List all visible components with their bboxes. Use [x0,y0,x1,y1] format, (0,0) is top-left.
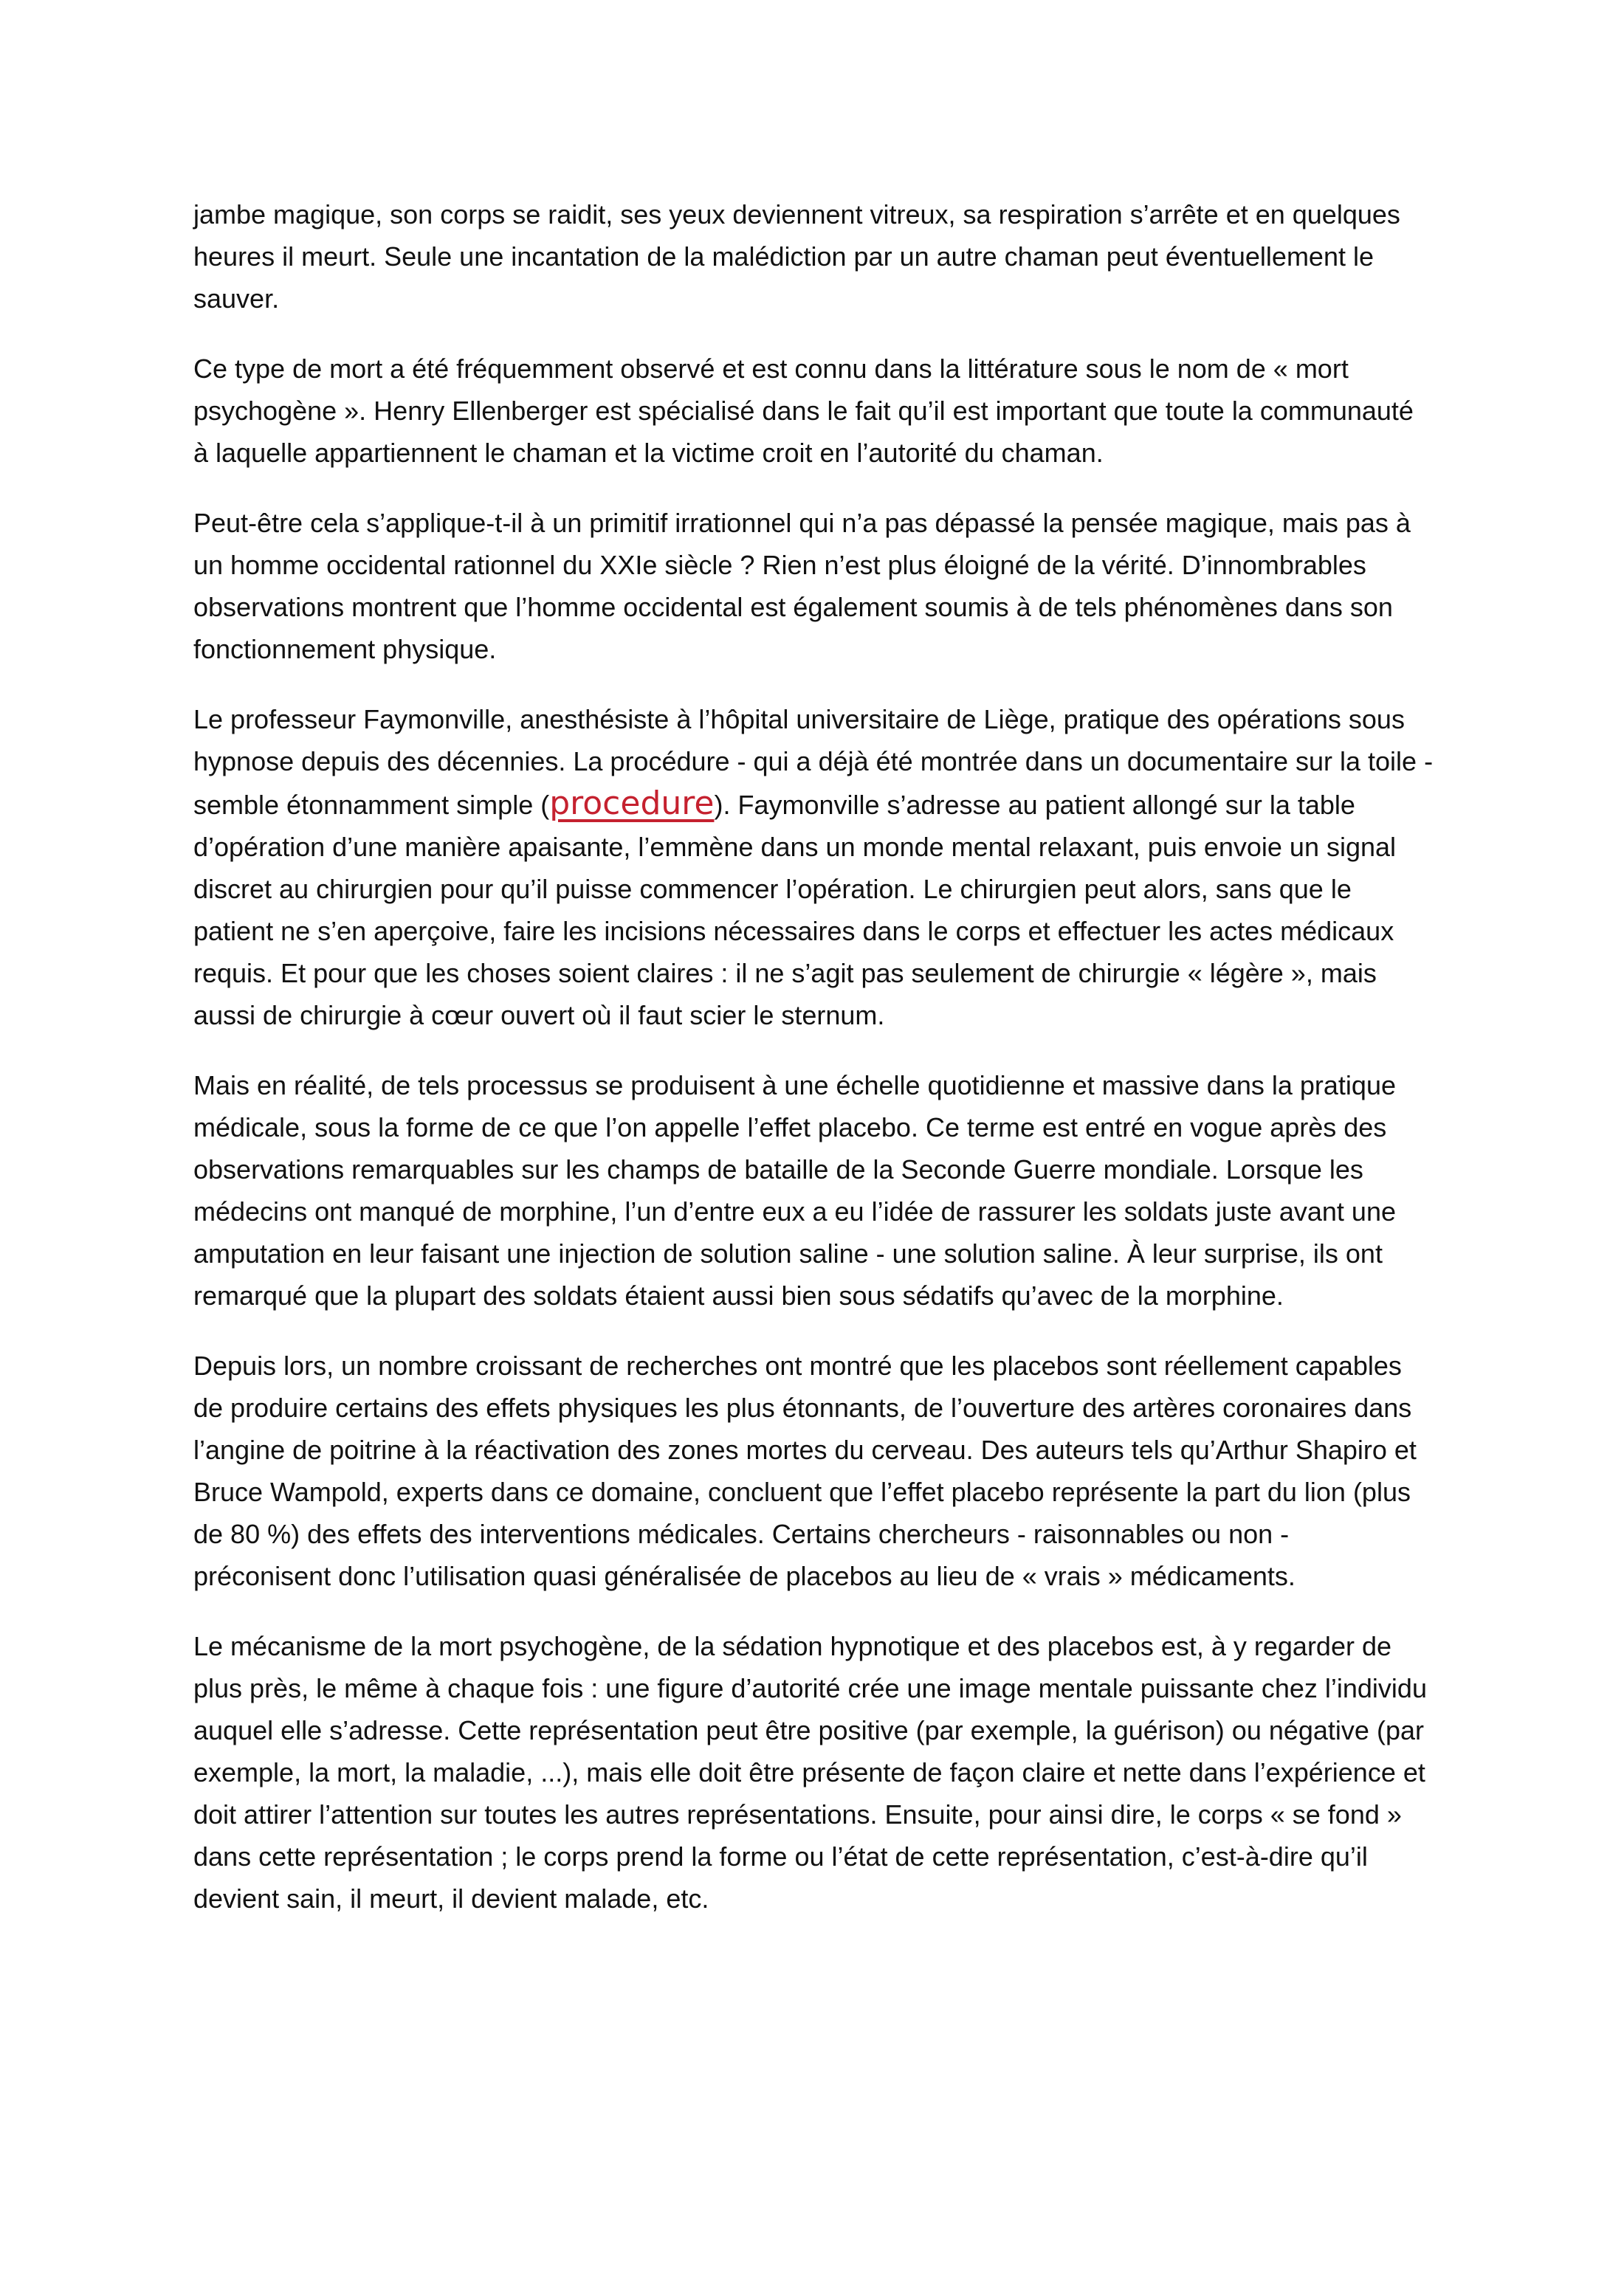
paragraph-4 [193,698,1434,1036]
paragraph-4-text-before-link: Le professeur Faymonville, anesthésiste à l’hôpital universitaire de Liège, pratique des opérations sous hypnose depuis des décennies. La procédure - qui a déjà été montrée dans un documentaire sur la toile - semble étonnamment simple ( [193,704,1434,820]
paragraph-7: Le mécanisme de la mort psychogène, de la sédation hypnotique et des placebos est, à y regarder de plus près, le même à chaque fois : une figure d’autorité crée une image mentale puissante chez l’individu auquel elle s’adresse. Cette représentation peut être positive (par exemple, la guérison) ou négative (par exemple, la mort, la maladie, ...), mais elle doit être présente de façon claire et nette dans l’expérience et doit attirer l’attention sur toutes les autres représentations. Ensuite, pour ainsi dire, le corps « se fond » dans cette représentation ; le corps prend la forme ou l’état de cette représentation, c’est-à-dire qu’il devient sain, il meurt, il devient malade, etc. [193,1631,1427,1914]
paragraph-2: Ce type de mort a été fréquemment observé et est connu dans la littérature sous le nom de « mort psychogène ». Henry Ellenberger est spécialisé dans le fait qu’il est important que toute la communauté à laquelle appartiennent le chaman et la victime croit en l’autorité du chaman. [193,354,1414,468]
paragraph-1: jambe magique, son corps se raidit, ses yeux deviennent vitreux, sa respiration s’arrête et en quelques heures il meurt. Seule une incantation de la malédiction par un autre chaman peut éventuellement le sauver. [193,199,1400,314]
paragraph-4-text-after-link: ). Faymonville s’adresse au patient allongé sur la table d’opération d’une manière apaisante, l’emmène dans un monde mental relaxant, puis envoie un signal discret au chirurgien pour qu’il puisse commencer l’opération. Le chirurgien peut alors, sans que le patient ne s’en aperçoive, faire les incisions nécessaires dans le corps et effectuer les actes médicaux requis. Et pour que les choses soient claires : il ne s’agit pas seulement de chirurgie « légère », mais aussi de chirurgie à cœur ouvert où il faut scier le sternum. [193,790,1397,1030]
paragraph-3: Peut-être cela s’applique-t-il à un primitif irrationnel qui n’a pas dépassé la pensée magique, mais pas à un homme occidental rationnel du XXIe siècle ? Rien n’est plus éloigné de la vérité. D’innombrables observations montrent que l’homme occidental est également soumis à de tels phénomènes dans son fonctionnement physique. [193,508,1411,664]
paragraph-5: Mais en réalité, de tels processus se produisent à une échelle quotidienne et massive dans la pratique médicale, sous la forme de ce que l’on appelle l’effet placebo. Ce terme est entré en vogue après des observations remarquables sur les champs de bataille de la Seconde Guerre mondiale. Lorsque les médecins ont manqué de morphine, l’un d’entre eux a eu l’idée de rassurer les soldats juste avant une amputation en leur faisant une injection de solution saline - une solution saline. À leur surprise, ils ont remarqué que la plupart des soldats étaient aussi bien sous sédatifs qu’avec de la morphine. [193,1070,1396,1311]
paragraph-6: Depuis lors, un nombre croissant de recherches ont montré que les placebos sont réellement capables de produire certains des effets physiques les plus étonnants, de l’ouverture des artères coronaires dans l’angine de poitrine à la réactivation des zones mortes du cerveau. Des auteurs tels qu’Arthur Shapiro et Bruce Wampold, experts dans ce domaine, concluent que l’effet placebo représente la part du lion (plus de 80 %) des effets des interventions médicales. Certains chercheurs - raisonnables ou non - préconisent donc l’utilisation quasi généralisée de placebos au lieu de « vrais » médicaments. [193,1351,1417,1591]
procedure-link[interactable]: procedure [549,785,715,822]
